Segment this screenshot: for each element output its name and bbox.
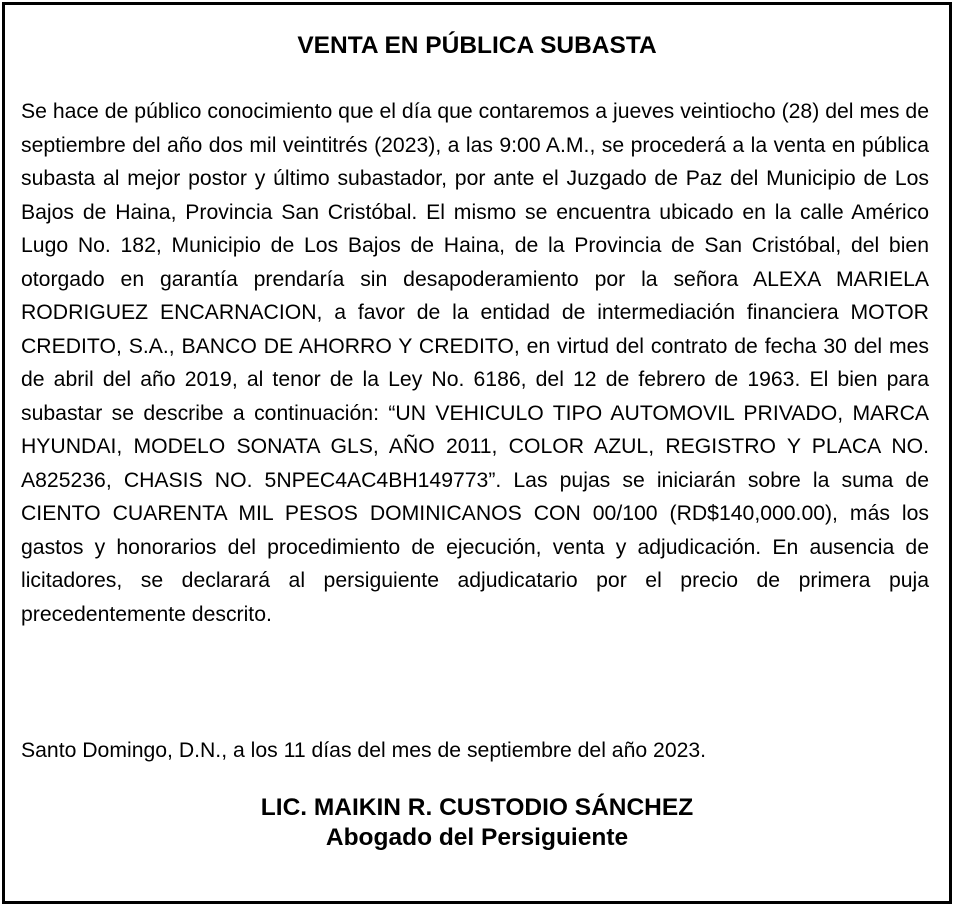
signer-name: LIC. MAIKIN R. CUSTODIO SÁNCHEZ (260, 794, 694, 821)
signer-role: Abogado del Persiguiente (325, 824, 629, 851)
notice-body: Se hace de público conocimiento que el día que contaremos a jueves veintiocho (28) del mes de septiembre del año dos mil veintitrés (2023), a las 9:00 A.M., se procederá a la venta en pública subasta al mejor postor y último subastador, por ante el Juzgado de Paz del Municipio de Los Bajos de Haina, Provincia San Cristóbal. El mismo se encuentra ubicado en la calle Américo Lugo No. 182, Municipio de Los Bajos de Haina, de la Provincia de San Cristóbal, del bien otorgado en garantía prendaría sin desapoderamiento por la señora ALEXA MARIELA RODRIGUEZ ENCARNACION, a favor de la entidad de intermediación financiera MOTOR CREDITO, S.A., BANCO DE AHORRO Y CREDITO, en virtud del contrato de fecha 30 del mes de abril del año 2019, al tenor de la Ley No. 6186, del 12 de febrero de 1963. El bien para subastar se describe a continuación: “UN VEHICULO TIPO AUTOMOVIL PRIVADO, MARCA HYUNDAI, MODELO SONATA GLS, AÑO 2011, COLOR AZUL, REGISTRO Y PLACA NO. A825236, CHASIS NO. 5NPEC4AC4BH149773”. Las pujas se iniciarán sobre la suma de CIENTO CUARENTA MIL PESOS DOMINICANOS CON 00/100 (RD$140,000.00), más los gastos y honorarios del procedimiento de ejecución, venta y adjudicación. En ausencia de licitadores, se declarará al persiguiente adjudicatario por el precio de primera puja precedentemente descrito. (21, 100, 929, 626)
notice-title: VENTA EN PÚBLICA SUBASTA (297, 32, 657, 59)
notice-date-line: Santo Domingo, D.N., a los 11 días del mes de septiembre del año 2023. (21, 739, 707, 762)
legal-notice (2, 2, 952, 904)
